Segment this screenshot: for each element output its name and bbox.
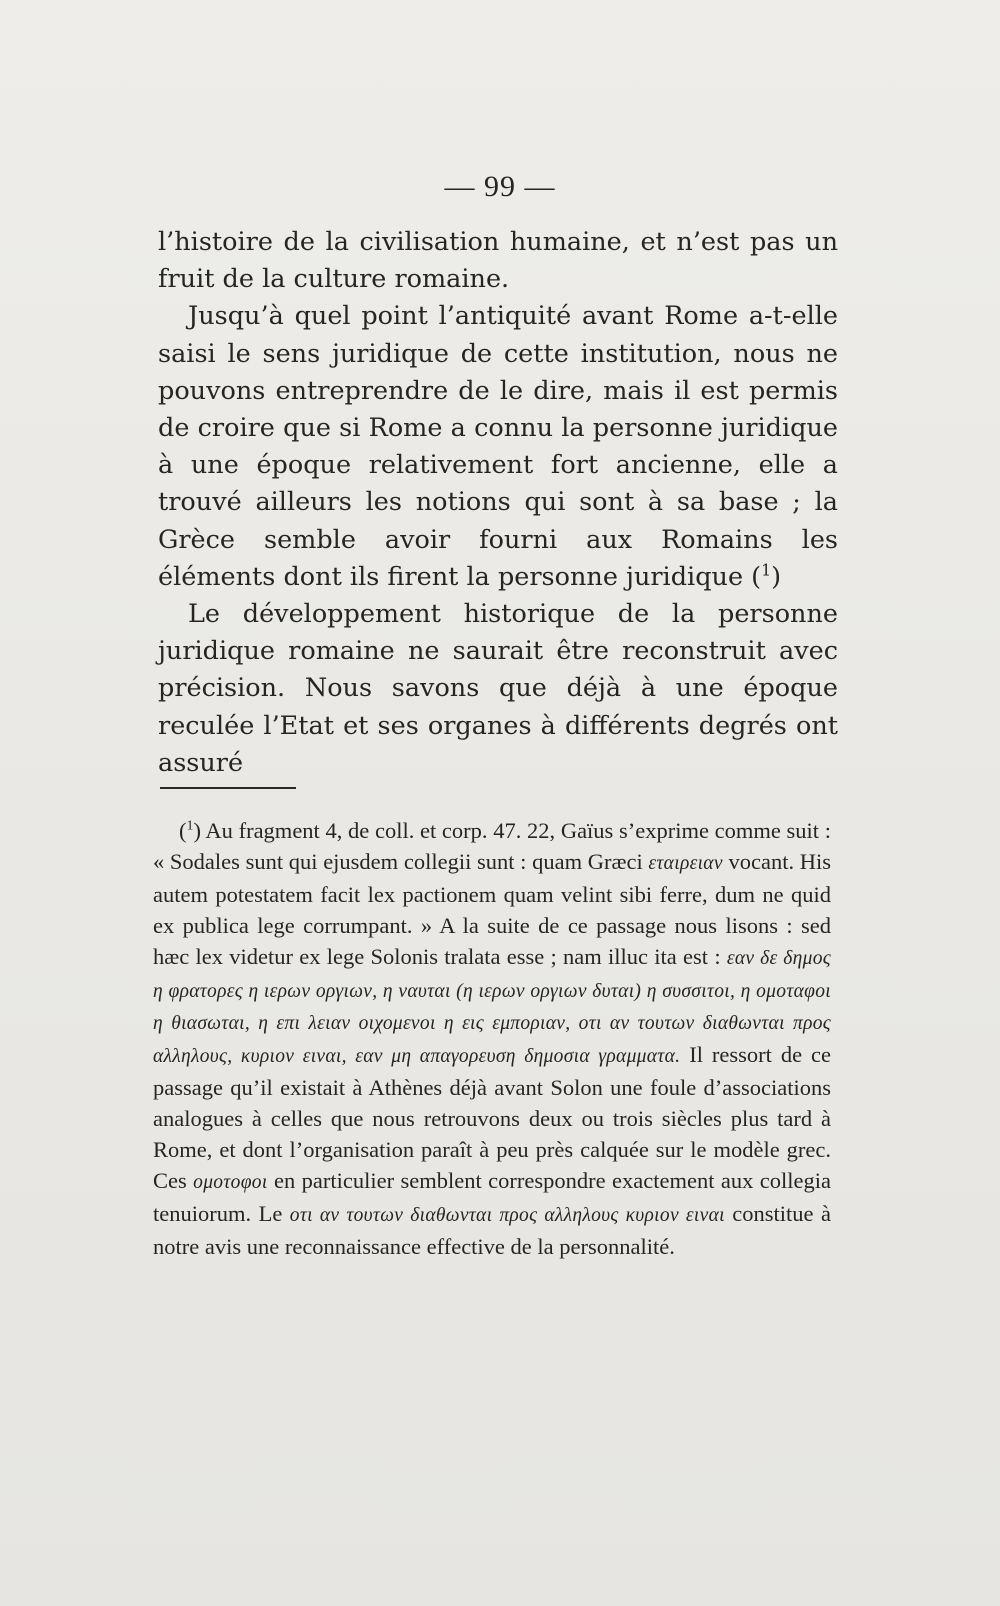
footnote [153, 816, 831, 1263]
footnote-text-1: Au fragment 4, de coll. et corp. 47. 22, Gaïus s’exprime comme suit : « Sodales sunt qui ejusdem collegii sunt : quam Græci [153, 818, 831, 874]
footnote-marker-open: ( [179, 818, 187, 843]
greek-term-1: εταιρειαν [648, 852, 723, 874]
paragraph-3: Le développement historique de la personne juridique romaine ne saurait être reconstruit avec précision. Nous savons que déjà à une époque reculée l’Etat et ses organes à différents degrés ont assuré [158, 599, 838, 778]
paragraph-2-end: ) [771, 561, 782, 592]
footnote-text-2: vocant. His autem potestatem facit lex pactionem quam velint sibi ferre, dum ne quid ex publica lege corrumpant. » A la suite de ce passage nous lisons : sed hæc lex videtur ex lege Solonis tralata esse ; nam illuc ita est : [153, 848, 831, 969]
footnote-text-4: en particulier semblent correspondre exactement aux collegia tenuiorum. Le [153, 1167, 831, 1226]
main-text [158, 224, 838, 782]
page-number: — 99 — [444, 170, 556, 203]
greek-phrase: οτι αν τουτων διαθωνται προς αλληλους κυριον ειναι [289, 1204, 725, 1226]
footnote-marker-close: ) [193, 818, 201, 843]
footnote-reference[interactable]: 1 [761, 560, 772, 580]
footnote-paragraph [153, 816, 831, 1263]
footnote-text-3: Il ressort de ce passage qu’il existait à Athènes déjà avant Solon une foule d’associations analogues à celles que nous retrouvons deux ou trois siècles plus tard à Rome, et dont l’organisation paraît à peu près calquée sur le modèle grec. Ces [153, 1042, 831, 1193]
paragraph-2 [158, 298, 838, 596]
paragraph-1: l’histoire de la civilisation humaine, et n’est pas un fruit de la culture romaine. [158, 227, 838, 295]
footnote-separator [160, 787, 296, 789]
greek-term-2: ομοτοφοι [193, 1171, 268, 1193]
footnote-text-5: constitue à notre avis une reconnaissance effective de la personnalité. [153, 1200, 831, 1259]
paragraph-2-text: Jusqu’à quel point l’antiquité avant Rome a-t-elle saisi le sens juridique de cette institution, nous ne pouvons entreprendre de le dire, mais il est permis de croire que si Rome a connu la personne juridique à une époque relativement fort ancienne, elle a trouvé ailleurs les notions qui sont à sa base ; la Grèce semble avoir fourni aux Romains les éléments dont ils firent la personne juridique ( [158, 301, 838, 592]
greek-quotation: εαν δε δημος η φρατορες η ιερων οργιων, η ναυται (η ιερων οργιων δυται) η συσσιτοι, η ομοταφοι η θιασωται, η επι λειαν οιχομενοι η εις εμποριαν, οτι αν τουτων διαθωνται προς αλληλους, κυριον ειναι, εαν μη απαγορευση δημοσια γραμματα. [153, 947, 831, 1068]
footnote-marker-number: 1 [186, 818, 194, 834]
